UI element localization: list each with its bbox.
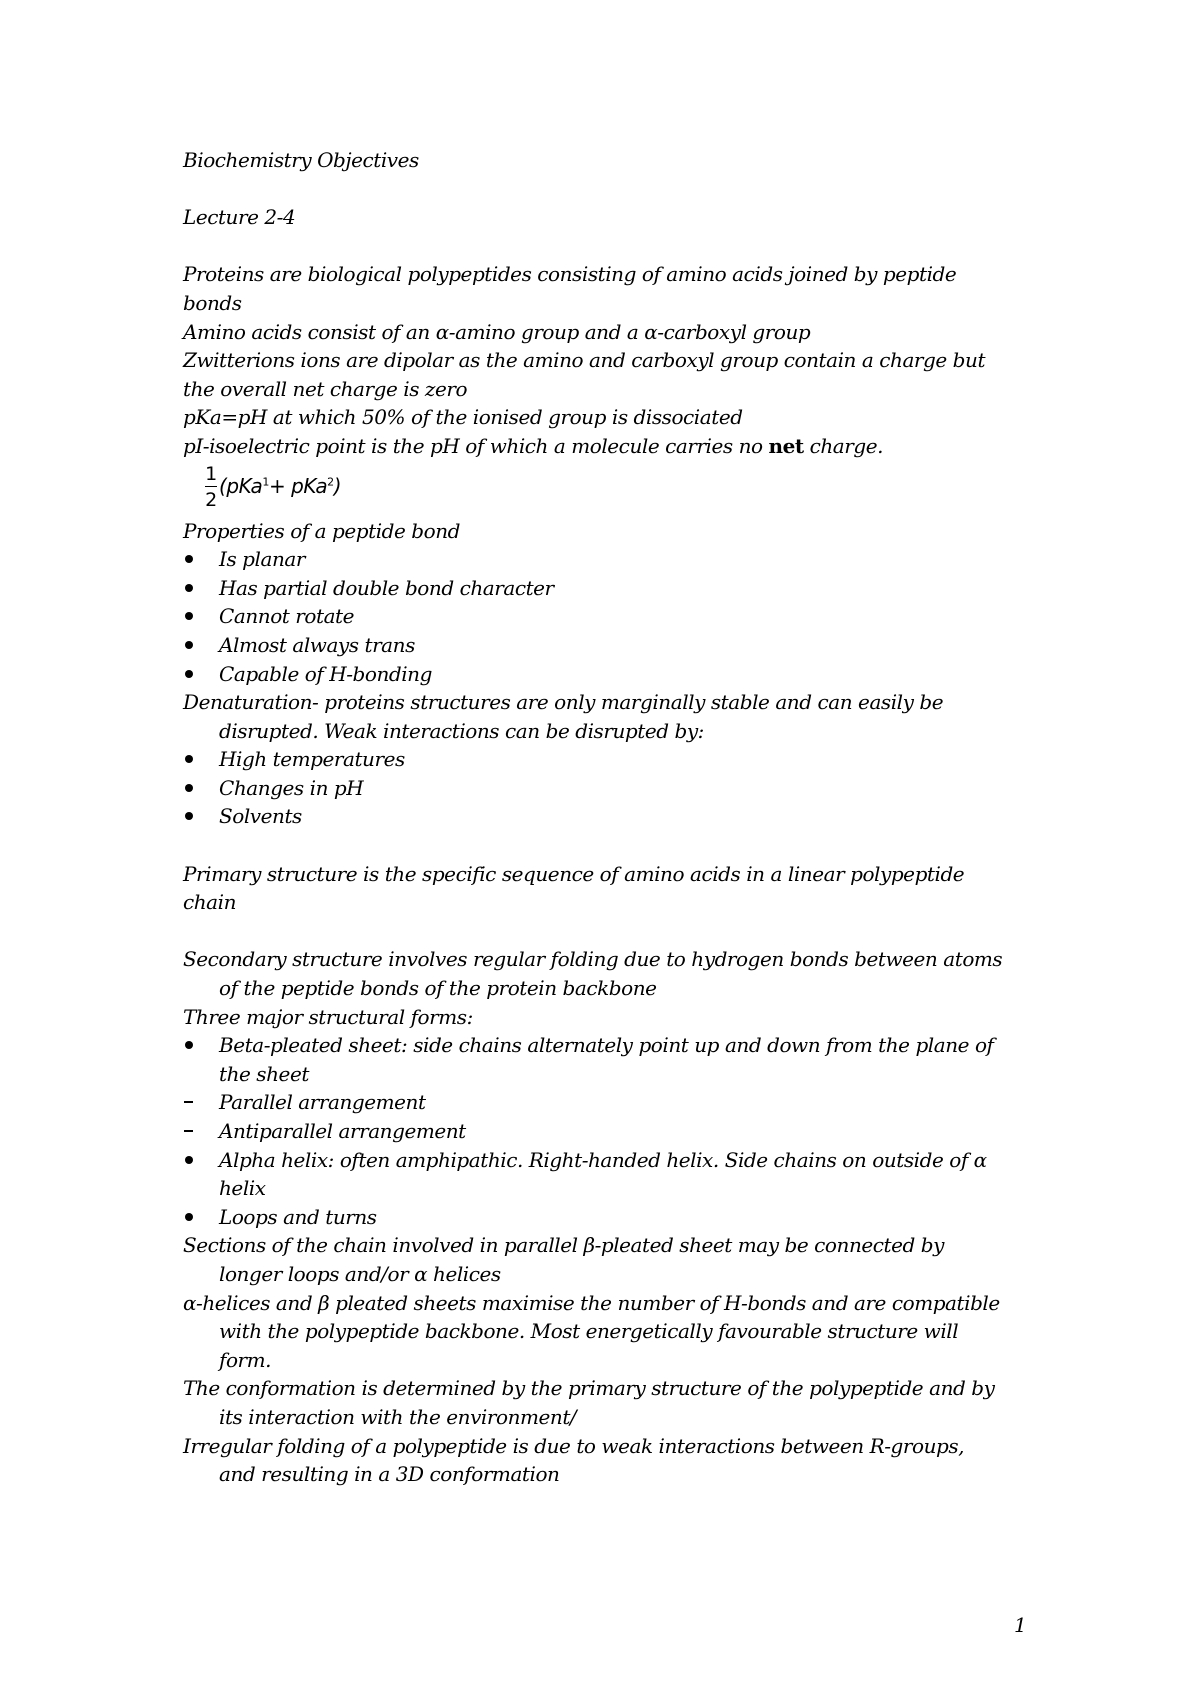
conformation-line-continued: its interaction with the environment/: [219, 1404, 577, 1429]
isoelectric-text: pI-isoelectric point is the pH of which a molecule carries no: [183, 433, 769, 458]
isoelectric-point-line: [183, 432, 1053, 461]
intro-line: Amino acids consist of an α-amino group and a α-carboxyl group: [183, 319, 811, 344]
list-item: [183, 545, 1053, 574]
dash-icon: [183, 1088, 192, 1117]
conformation-line: The conformation is determined by the primary structure of the polypeptide and by: [183, 1376, 995, 1401]
list-item-text: Antiparallel arrangement: [219, 1119, 466, 1143]
bullet-icon: [183, 574, 191, 603]
formula-sup-1: 1: [262, 474, 269, 488]
list-item-continued: helix: [219, 1176, 266, 1201]
list-item-text: High temperatures: [219, 747, 405, 772]
formula-plus: +: [268, 473, 292, 498]
list-item-text: Solvents: [219, 804, 302, 829]
dash-icon: [183, 1117, 192, 1146]
bullet-icon: [183, 774, 191, 803]
formula-numerator: 1: [205, 462, 217, 485]
list-item-text: Has partial double bond character: [219, 575, 554, 600]
page-number: 1: [1014, 1613, 1027, 1637]
intro-line: pKa=pH at which 50% of the ionised group is dissociated: [183, 405, 743, 430]
list-item-text: Beta-pleated sheet: side chains alternately point up and down from the plane of: [219, 1033, 994, 1058]
list-item-text: Almost always trans: [219, 632, 415, 657]
list-item: [183, 1117, 1053, 1146]
list-item: [183, 802, 1053, 831]
formula-term-2: pKa: [291, 473, 328, 498]
list-item-continued: the sheet: [219, 1061, 309, 1086]
intro-line: the overall net charge is zero: [183, 376, 468, 401]
sections-line: Sections of the chain involved in parallel β-pleated sheet may be connected by: [183, 1233, 944, 1258]
spacer: [183, 232, 1053, 261]
bullet-icon: [183, 545, 191, 574]
helices-line-continued: with the polypeptide backbone. Most energetically favourable structure will: [219, 1319, 959, 1344]
formula-expression: [219, 474, 341, 498]
list-item-text: Alpha helix: often amphipathic. Right-handed helix. Side chains on outside of α: [219, 1147, 987, 1172]
spacer: [183, 917, 1053, 946]
list-item-text: Changes in pH: [219, 775, 364, 800]
formula-term-1: pKa: [226, 473, 263, 498]
bullet-icon: [183, 1146, 191, 1175]
spacer: [183, 831, 1053, 860]
isoelectric-text-end: charge.: [803, 433, 884, 458]
forms-heading: Three major structural forms:: [183, 1004, 473, 1029]
list-item: [183, 1088, 1053, 1117]
bullet-icon: [183, 802, 191, 831]
secondary-structure-line-continued: of the peptide bonds of the protein backbone: [219, 976, 657, 1001]
list-item-text: Capable of H-bonding: [219, 661, 432, 686]
document-title: Biochemistry Objectives: [183, 148, 419, 172]
helices-line: α-helices and β pleated sheets maximise the number of H-bonds and are compatible: [183, 1290, 1000, 1315]
bullet-icon: [183, 602, 191, 631]
bullet-icon: [183, 1031, 191, 1060]
sections-line-continued: longer loops and/or α helices: [219, 1261, 501, 1286]
list-item: [183, 774, 1053, 803]
list-item: [183, 602, 1053, 631]
bold-net-word: net: [768, 433, 804, 458]
isoelectric-formula: [183, 463, 1053, 515]
spacer: [183, 175, 1053, 204]
primary-structure-line: Primary structure is the specific sequence of amino acids in a linear polypeptide: [183, 861, 965, 886]
bullet-icon: [183, 660, 191, 689]
bullet-icon: [183, 631, 191, 660]
list-item-text: Loops and turns: [219, 1204, 377, 1229]
intro-line: bonds: [183, 290, 242, 315]
document-body: [183, 146, 1053, 1489]
list-item: [183, 745, 1053, 774]
denaturation-line-continued: disrupted. Weak interactions can be disrupted by:: [219, 718, 704, 743]
list-item: [183, 631, 1053, 660]
peptide-heading: Properties of a peptide bond: [183, 518, 461, 543]
helices-line-continued: form.: [219, 1347, 272, 1372]
irregular-folding-line-continued: and resulting in a 3D conformation: [219, 1462, 560, 1487]
irregular-folding-line: Irregular folding of a polypeptide is due to weak interactions between R-groups,: [183, 1433, 965, 1458]
list-item: [183, 1031, 1053, 1060]
formula-fraction: [205, 463, 217, 511]
list-item: [183, 1203, 1053, 1232]
formula-close-paren: ): [333, 473, 342, 498]
denaturation-line: Denaturation- proteins structures are only marginally stable and can easily be: [183, 690, 944, 715]
list-item-text: Cannot rotate: [219, 604, 355, 629]
intro-line: Proteins are biological polypeptides consisting of amino acids joined by peptide: [183, 262, 957, 287]
primary-structure-line-continued: chain: [183, 890, 237, 915]
list-item-text: Is planar: [219, 547, 305, 572]
list-item-text: Parallel arrangement: [219, 1090, 426, 1115]
bullet-icon: [183, 1203, 191, 1232]
formula-open-paren: (: [219, 473, 227, 498]
list-item: [183, 1146, 1053, 1175]
secondary-structure-line: Secondary structure involves regular folding due to hydrogen bonds between atoms: [183, 947, 1003, 972]
list-item: [183, 660, 1053, 689]
lecture-heading: Lecture 2-4: [183, 205, 296, 230]
list-item: [183, 574, 1053, 603]
formula-denominator: 2: [205, 488, 217, 511]
formula-sup-2: 2: [327, 474, 334, 488]
bullet-icon: [183, 745, 191, 774]
intro-line: Zwitterions ions are dipolar as the amino and carboxyl group contain a charge but: [183, 348, 986, 373]
